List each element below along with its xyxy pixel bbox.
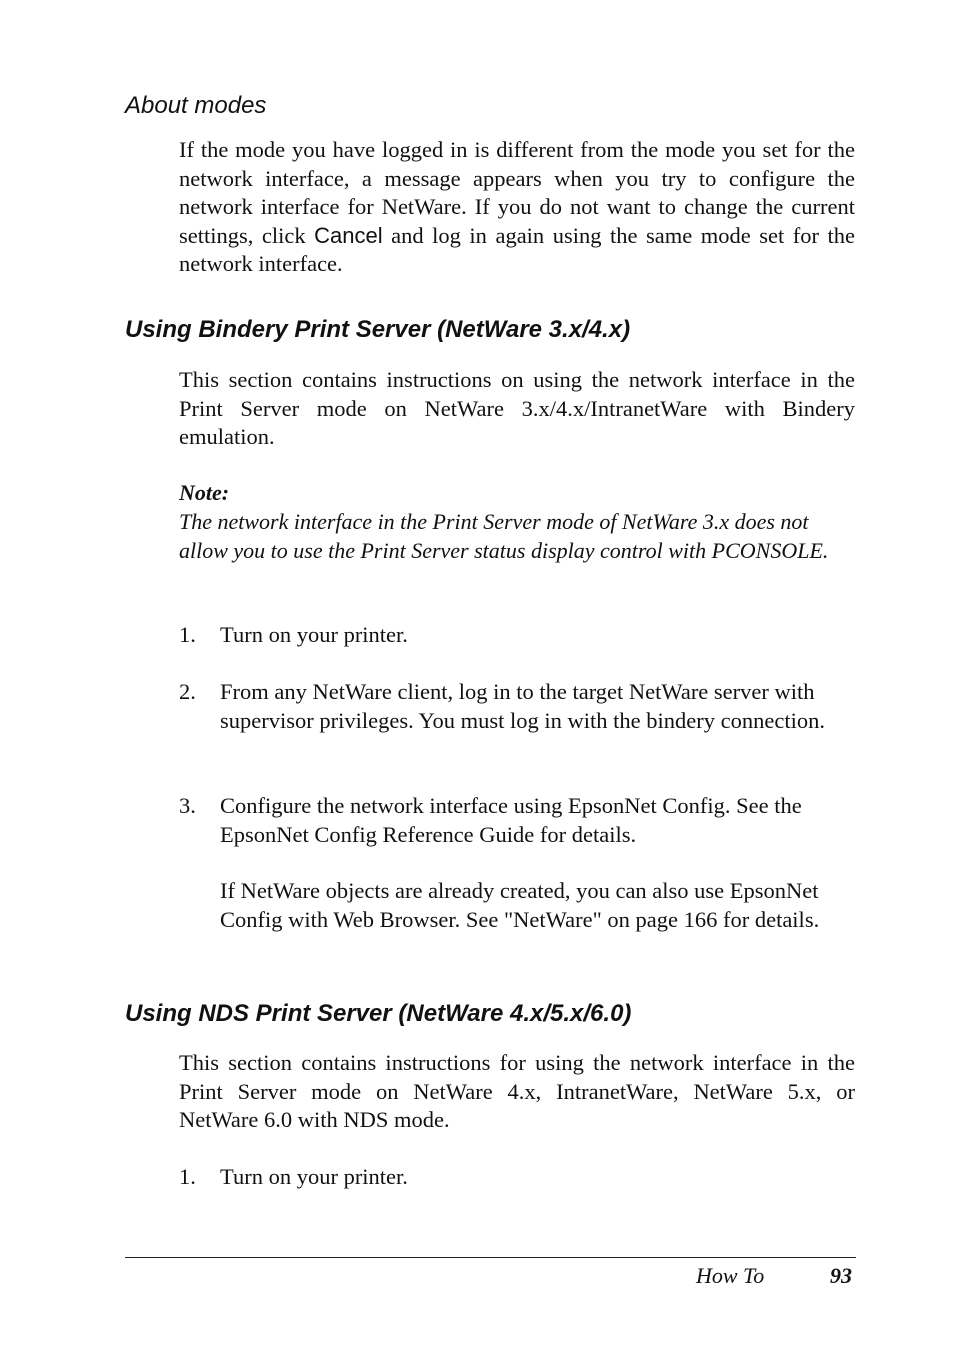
about-modes-paragraph [179, 136, 855, 279]
bindery-step-3 [179, 792, 855, 849]
cancel-term: Cancel [314, 222, 383, 248]
note-text: The network interface in the Print Server mode of NetWare 3.x does not allow you to use the Print Server status display control with PCONSOLE. [179, 509, 829, 563]
about-modes-heading: About modes [125, 92, 267, 119]
bindery-heading: Using Bindery Print Server (NetWare 3.x/4.x) [125, 316, 631, 343]
step-text: Configure the network interface using EpsonNet Config. See the EpsonNet Config Reference Guide for details. [220, 793, 802, 847]
nds-intro: This section contains instructions for using the network interface in the Print Server mode on NetWare 4.x, IntranetWare, NetWare 5.x, or NetWare 6.0 with NDS mode. [179, 1050, 855, 1132]
footer-section-title: How To [696, 1263, 765, 1288]
step-text: From any NetWare client, log in to the target NetWare server with supervisor privileges. You must log in with the bindery connection. [220, 679, 825, 733]
about-modes-text-after: and log in again using the same mode set for the network interface. [179, 222, 855, 276]
nds-step-1 [179, 1163, 855, 1192]
page-number: 93 [830, 1263, 852, 1288]
step-number: 3. [179, 793, 196, 818]
bindery-step-2 [179, 678, 855, 735]
note-label: Note: [179, 480, 230, 505]
step-number: 2. [179, 679, 196, 704]
footer-divider [125, 1257, 856, 1258]
nds-heading: Using NDS Print Server (NetWare 4.x/5.x/6.0) [125, 1000, 632, 1027]
step-text: Turn on your printer. [220, 622, 408, 647]
about-modes-text-before: If the mode you have logged in is different from the mode you set for the network interface, a message appears when you try to configure the network interface for NetWare. If you do not want to change the current settings, click [179, 137, 855, 248]
bindery-intro: This section contains instructions on using the network interface in the Print Server mode on NetWare 3.x/4.x/IntranetWare with Bindery emulation. [179, 367, 855, 449]
step-number: 1. [179, 622, 196, 647]
bindery-step-1 [179, 621, 855, 650]
bindery-step-3-extra: If NetWare objects are already created, you can also use EpsonNet Config with Web Browser. See "NetWare" on page 166 for details. [220, 878, 820, 932]
step-text: Turn on your printer. [220, 1164, 408, 1189]
step-number: 1. [179, 1164, 196, 1189]
